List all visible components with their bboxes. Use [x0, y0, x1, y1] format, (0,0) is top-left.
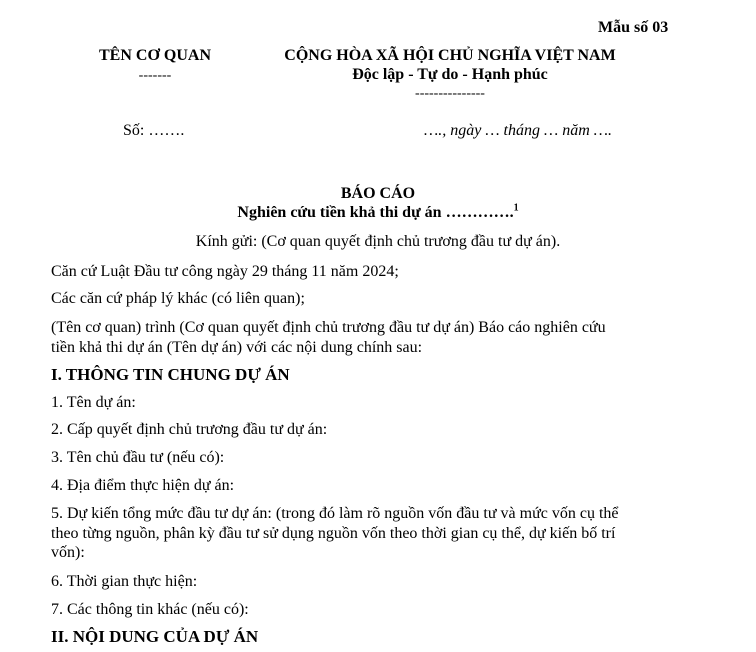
- report-title: BÁO CÁO: [340, 185, 416, 202]
- recipient: Kính gửi: (Cơ quan quyết định chủ trương đầu tư dự án).: [195, 233, 561, 250]
- footnote-marker: 1: [513, 202, 519, 214]
- intro-line-1: (Tên cơ quan) trình (Cơ quan quyết định chủ trương đầu tư dự án) Báo cáo nghiên cứu: [51, 319, 606, 336]
- basis-other: Các căn cứ pháp lý khác (có liên quan);: [51, 290, 305, 307]
- motto-underline: ---------------: [415, 86, 485, 101]
- item-location: 4. Địa điểm thực hiện dự án:: [51, 477, 235, 494]
- basis-law: Căn cứ Luật Đầu tư công ngày 29 tháng 11 năm 2024;: [51, 263, 399, 280]
- country-name: CỘNG HÒA XÃ HỘI CHỦ NGHĨA VIỆT NAM: [284, 47, 616, 64]
- document-date: …., ngày … tháng … năm ….: [424, 122, 613, 139]
- motto: Độc lập - Tự do - Hạnh phúc: [352, 66, 548, 83]
- item-investment-line-3: vốn):: [51, 544, 85, 561]
- form-number: Mẫu số 03: [598, 19, 669, 36]
- section-2-heading: II. NỘI DUNG CỦA DỰ ÁN: [51, 627, 259, 646]
- section-1-heading: I. THÔNG TIN CHUNG DỰ ÁN: [51, 365, 290, 384]
- document-number: Số: …….: [123, 122, 185, 139]
- report-subtitle-text: Nghiên cứu tiền khả thi dự án ………….: [237, 204, 514, 221]
- agency-underline: -------: [138, 68, 172, 83]
- item-project-name: 1. Tên dự án:: [51, 394, 136, 411]
- item-decision-level: 2. Cấp quyết định chủ trương đầu tư dự án:: [51, 421, 328, 438]
- report-subtitle: [150, 204, 606, 222]
- item-duration: 6. Thời gian thực hiện:: [51, 573, 198, 590]
- intro-line-2: tiền khả thi dự án (Tên dự án) với các nội dung chính sau:: [51, 339, 423, 356]
- item-other-info: 7. Các thông tin khác (nếu có):: [51, 601, 249, 618]
- item-investment-line-1: 5. Dự kiến tổng mức đầu tư dự án: (trong đó làm rõ nguồn vốn đầu tư và mức vốn cụ thể: [51, 505, 619, 522]
- item-investor-name: 3. Tên chủ đầu tư (nếu có):: [51, 449, 225, 466]
- agency-name: TÊN CƠ QUAN: [98, 47, 211, 64]
- item-investment-line-2: theo từng nguồn, phân kỳ đầu tư sử dụng nguồn vốn theo thời gian cụ thể, dự kiến bố trí: [51, 525, 616, 542]
